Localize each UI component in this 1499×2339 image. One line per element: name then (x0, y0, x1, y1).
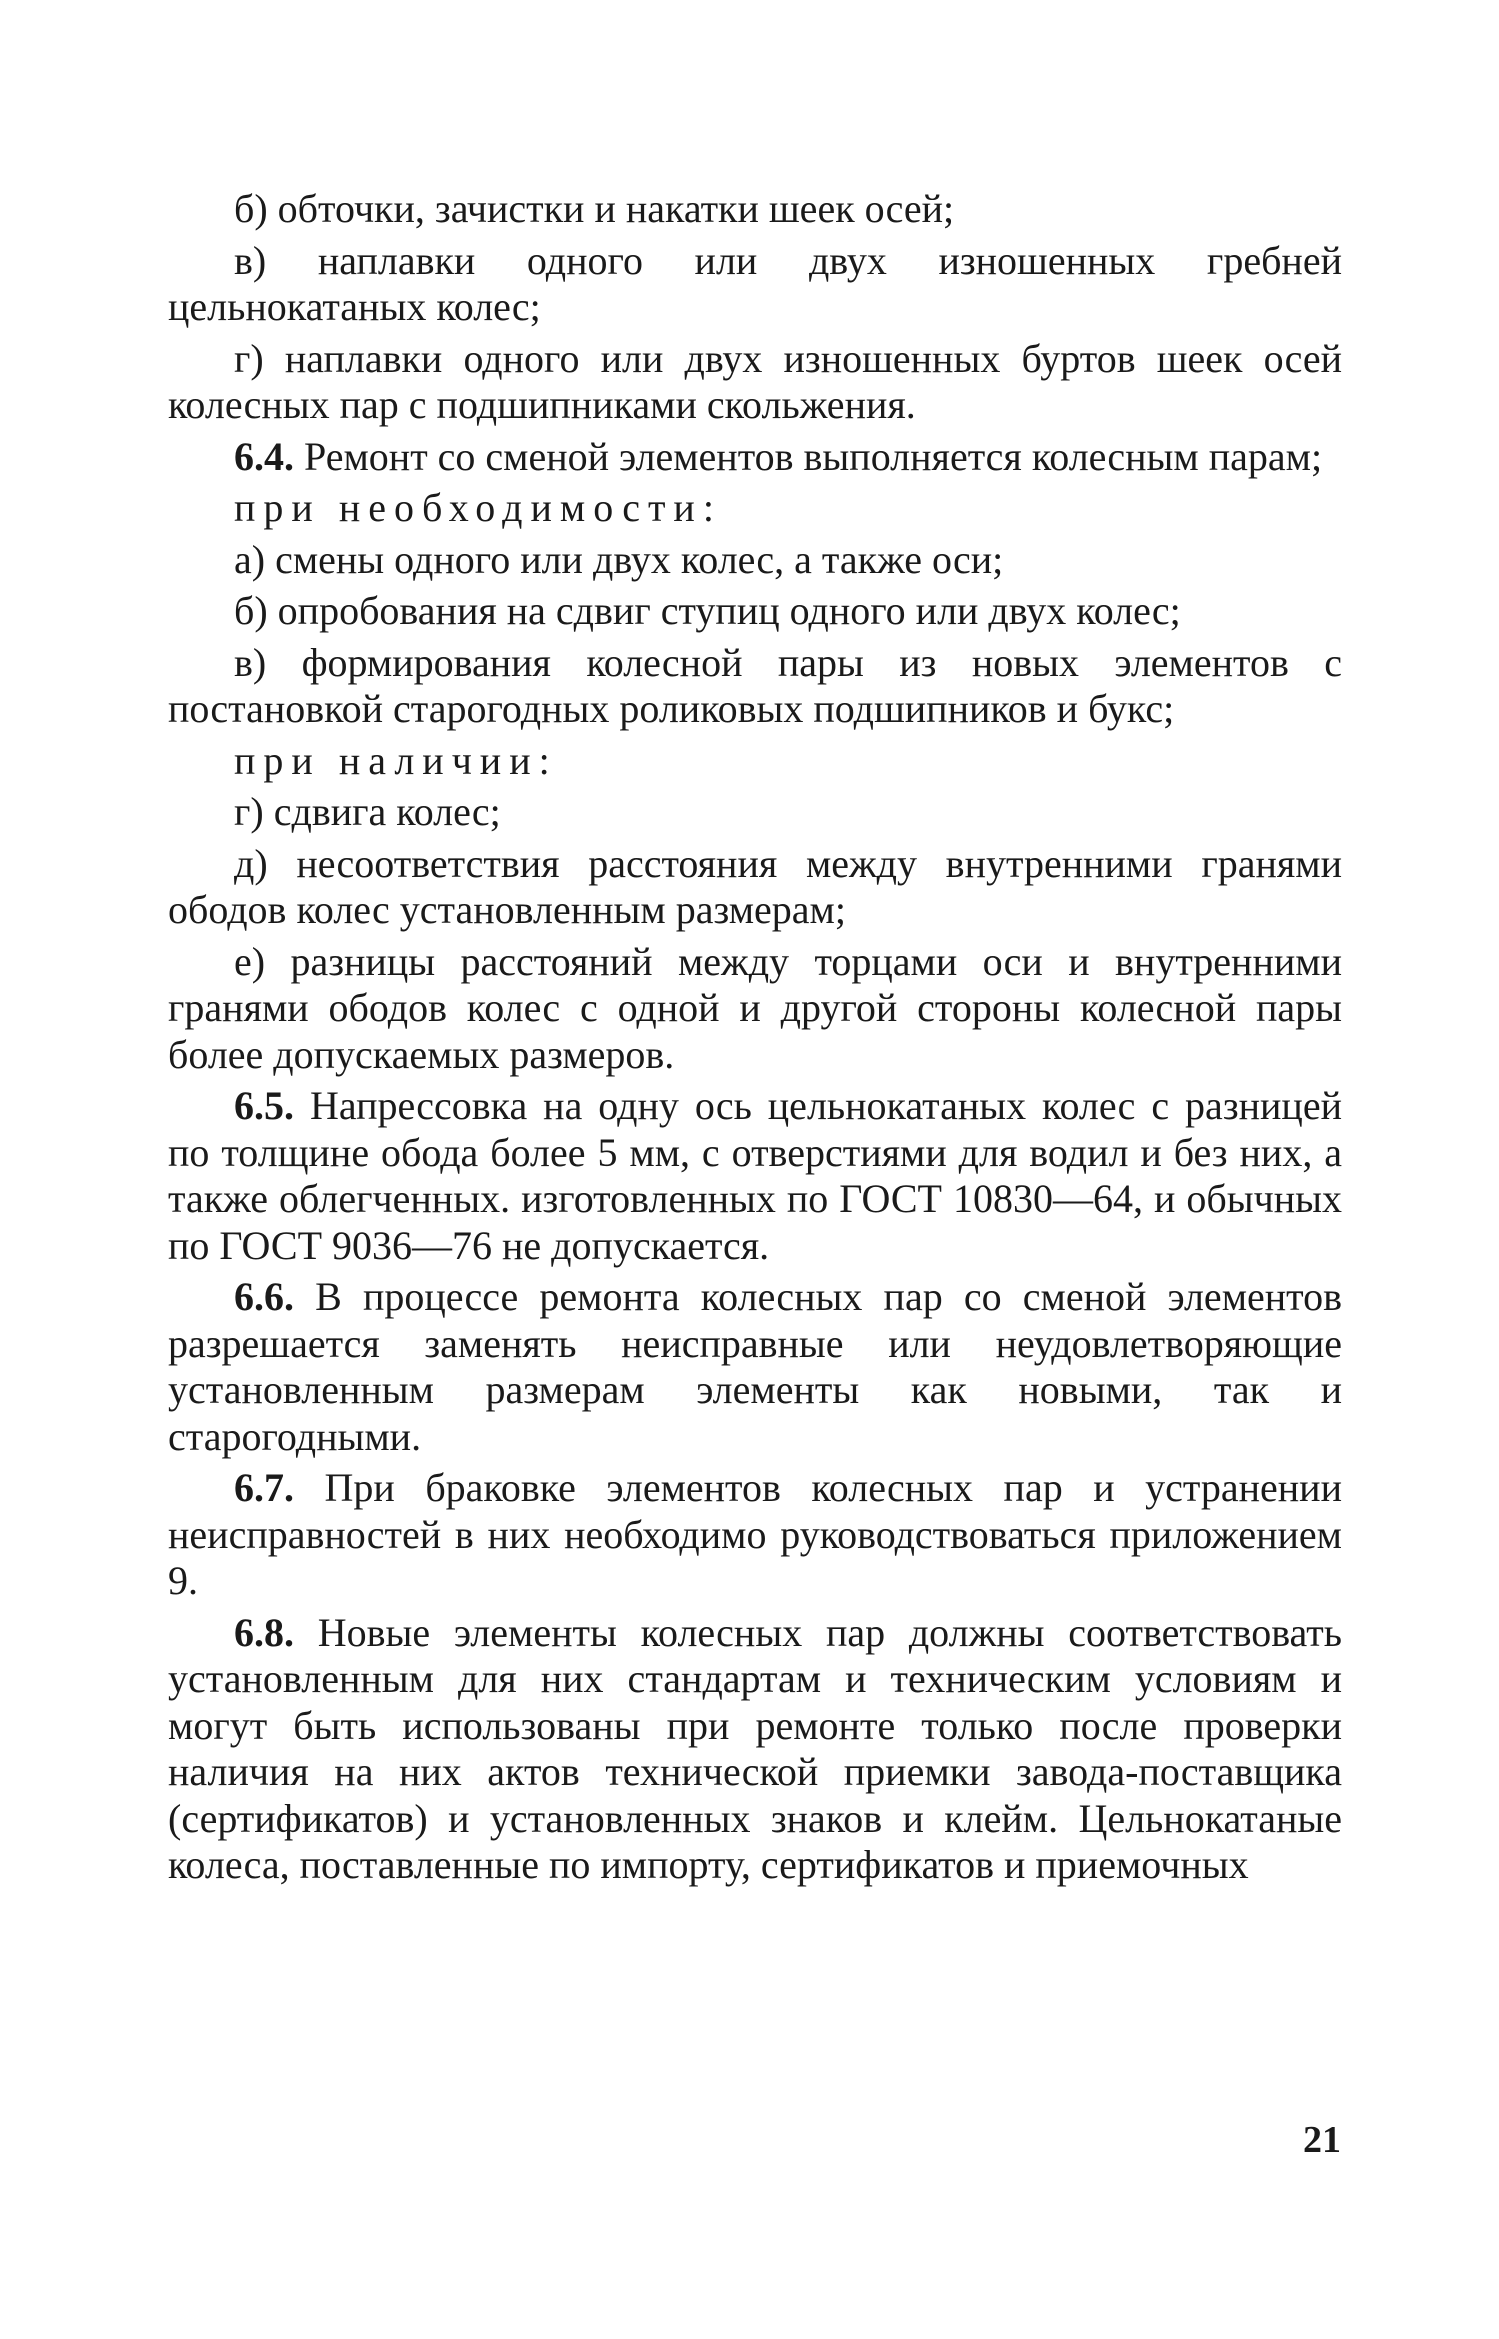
paragraph (168, 336, 1342, 429)
paragraph-text: е) разницы расстояний между торцами оси и внутренними гранями ободов колес с одной и другой стороны колесной пары более допускаемых размеров. (168, 938, 1342, 1077)
paragraph (168, 1465, 1342, 1605)
paragraph (168, 434, 1342, 481)
paragraph (168, 841, 1342, 934)
paragraph (168, 1083, 1342, 1269)
paragraph-text: при необходимости: (234, 485, 722, 530)
paragraph-text: в) формирования колесной пары из новых элементов с постановкой старогодных роликовых подшипников и букс; (168, 639, 1342, 731)
paragraph (168, 1274, 1342, 1460)
paragraph-spaced (168, 738, 1342, 785)
paragraph-spaced (168, 485, 1342, 532)
paragraph-text: а) смены одного или двух колес, а также оси; (234, 536, 1004, 582)
paragraph (168, 640, 1342, 733)
page-body (168, 186, 1342, 1894)
paragraph-text: Ремонт со сменой элементов выполняется колесным парам; (294, 433, 1323, 479)
paragraph-text: б) опробования на сдвиг ступиц одного или двух колес; (234, 588, 1181, 633)
paragraph-text: при наличии: (234, 737, 558, 783)
paragraph-text: г) наплавки одного или двух изношенных буртов шеек осей колесных пар с подшипниками скольжения. (168, 335, 1342, 427)
paragraph (168, 588, 1342, 635)
page-number: 21 (1303, 2119, 1341, 2161)
paragraph (168, 789, 1342, 836)
paragraph-text: б) обточки, зачистки и накатки шеек осей; (234, 186, 955, 231)
paragraph-text: Напрессовка на одну ось цельнокатаных колес с разницей по толщине обода более 5 мм, с отверстиями для водил и без них, а также облегченных. изготовленных по ГОСТ 10830—64, и обычных по ГОСТ 9036—76 не допускается. (168, 1083, 1342, 1268)
paragraph (168, 186, 1342, 233)
paragraph-text: г) сдвига колес; (234, 789, 501, 834)
paragraph-text: В процессе ремонта колесных пар со сменой элементов разрешается заменять неисправные или неудовлетворяющие установленным размерам элементы как новыми, так и старогодными. (168, 1274, 1342, 1459)
section-number: 6.8. (234, 1609, 294, 1655)
section-number: 6.5. (234, 1083, 294, 1128)
paragraph (168, 238, 1342, 331)
section-number: 6.6. (234, 1274, 294, 1319)
section-number: 6.4. (234, 433, 294, 479)
paragraph-text: д) несоответствия расстояния между внутренними гранями ободов колес установленным размерам; (168, 840, 1342, 932)
paragraph-text: в) наплавки одного или двух изношенных гребней цельнокатаных колес; (168, 237, 1342, 329)
paragraph (168, 939, 1342, 1079)
paragraph-text: При браковке элементов колесных пар и устранении неисправностей в них необходимо руководствоваться приложением 9. (168, 1465, 1342, 1603)
paragraph (168, 537, 1342, 584)
paragraph-text: Новые элементы колесных пар должны соответствовать установленным для них стандартам и техническим условиям и могут быть использованы при ремонте только после проверки наличия на них актов технической приемки завода-поставщика (сертификатов) и установленных знаков и клейм. Цельнокатаные колеса, поставленные по импорту, сертификатов и приемочных (168, 1609, 1342, 1887)
section-number: 6.7. (234, 1465, 294, 1510)
paragraph (168, 1610, 1342, 1889)
